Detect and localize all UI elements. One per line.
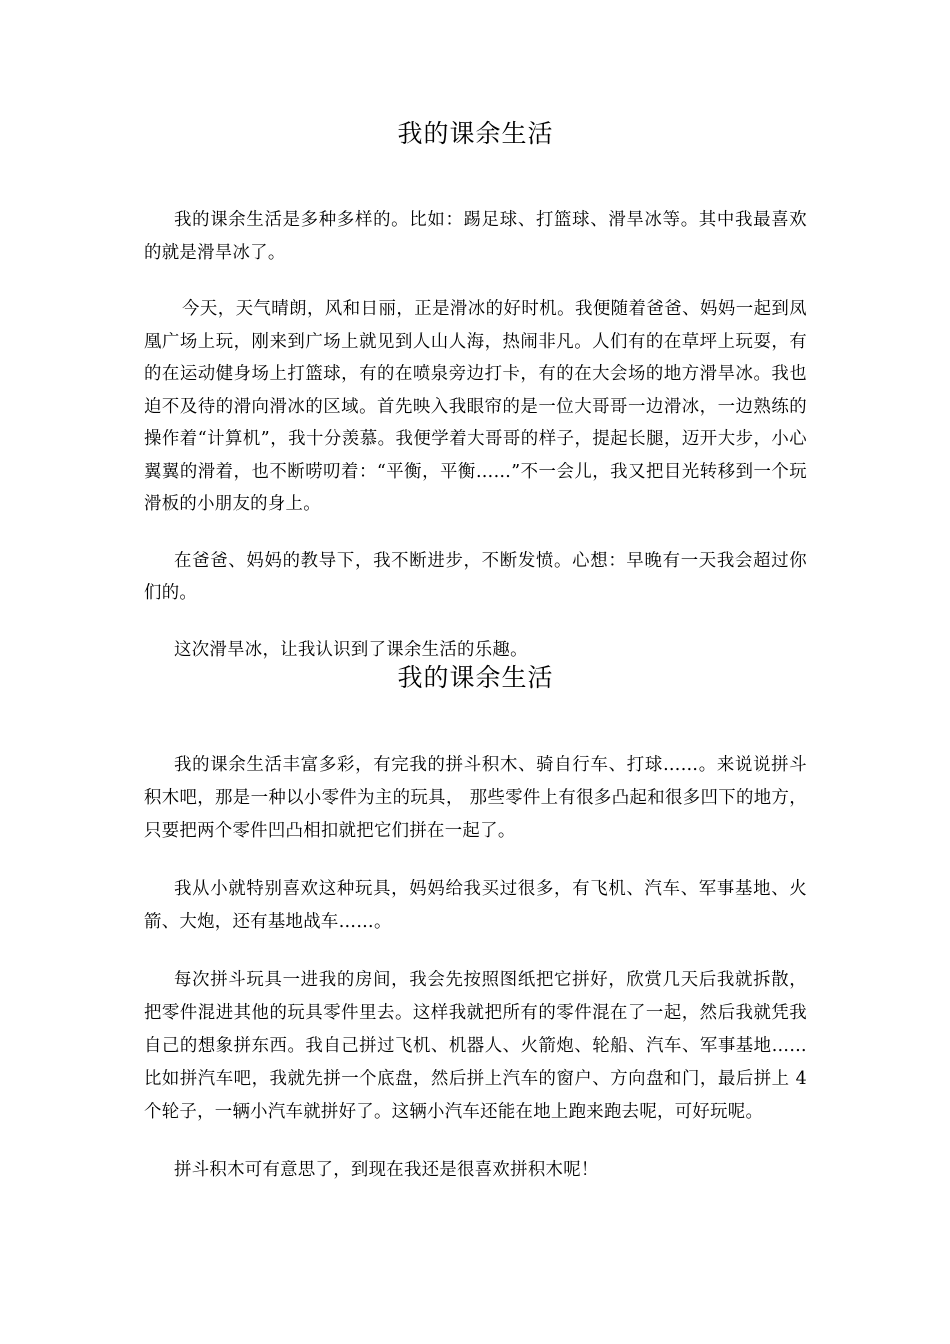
essay-paragraph: 在爸爸、妈妈的教导下，我不断进步，不断发愤。心想：早晚有一天我会超过你们的。 [144,550,807,603]
essay-title: 我的课余生活 [397,663,554,692]
essay-paragraph: 我从小就特别喜欢这种玩具，妈妈给我买过很多，有飞机、汽车、军事基地、火箭、大炮，还有基地战车……。 [144,879,807,932]
essay-paragraph: 我的课余生活是多种多样的。比如：踢足球、打篮球、滑旱冰等。其中我最喜欢的就是滑旱冰了。 [144,210,807,263]
essay-1 [144,116,807,690]
essay-2 [144,660,807,1212]
essay-paragraph: 拼斗积木可有意思了，到现在我还是很喜欢拼积木呢！ [174,1160,599,1180]
essay-paragraph: 每次拼斗玩具一进我的房间，我会先按照图纸把它拼好，欣赏几天后我就拆散，把零件混进其他的玩具零件里去。这样我就把所有的零件混在了一起，然后我就凭我自己的想象拼东西。我自己拼过飞机、机器人、火箭炮、轮船、汽车、军事基地……比如拼汽车吧，我就先拼一个底盘，然后拼上汽车的窗户、方向盘和门，最后拼上 4 个轮子，一辆小汽车就拼好了。这辆小汽车还能在地上跑来跑去呢，可好玩呢。 [144,970,807,1122]
essay-paragraph: 这次滑旱冰，让我认识到了课余生活的乐趣。 [174,639,528,660]
essay-paragraph: 今天，天气晴朗，风和日丽，正是滑冰的好时机。我便随着爸爸、妈妈一起到凤凰广场上玩，刚来到广场上就见到人山人海，热闹非凡。人们有的在草坪上玩耍，有的在运动健身场上打篮球，有的在喷泉旁边打卡，有的在大会场的地方滑旱冰。我也迫不及待的滑向滑冰的区域。首先映入我眼帘的是一位大哥哥一边滑冰，一边熟练的操作着“计算机”，我十分羡慕。我便学着大哥哥的样子，提起长腿，迈开大步，小心翼翼的滑着，也不断唠叨着：“平衡，平衡……”不一会儿，我又把目光转移到一个玩滑板的小朋友的身上。 [144,299,807,514]
essay-title: 我的课余生活 [397,119,554,148]
essay-paragraph: 我的课余生活丰富多彩，有完我的拼斗积木、骑自行车、打球……。来说说拼斗积木吧，那是一种以小零件为主的玩具， 那些零件上有很多凸起和很多凹下的地方，只要把两个零件凹凸相扣就把它们拼在一起了。 [144,755,807,841]
